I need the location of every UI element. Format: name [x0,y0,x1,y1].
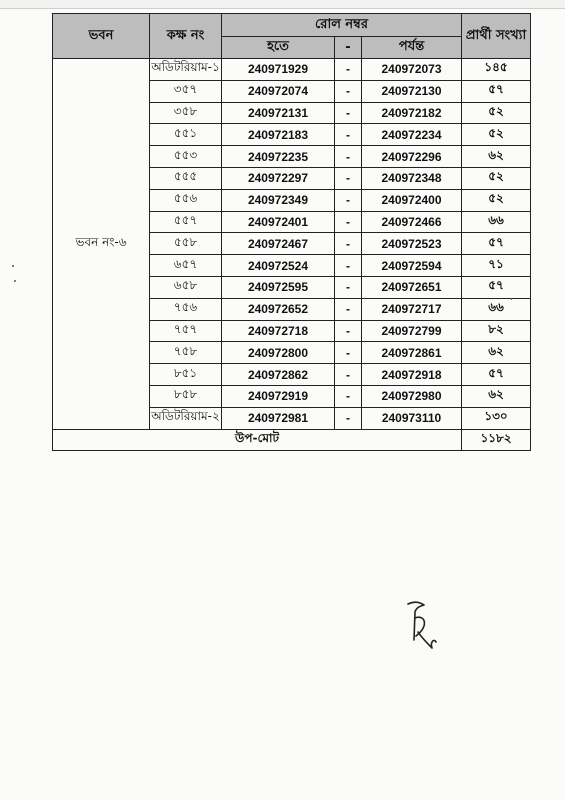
candidate-count: ৬২ [462,146,531,168]
building-name: ভবন নং-৬ [53,59,150,430]
roll-number-header: রোল নম্বর [222,14,462,37]
room-no: অডিটরিয়াম-১ [150,59,222,81]
candidate-count: ৬২ [462,342,531,364]
room-no: ৫৫৩ [150,146,222,168]
roll-to: 240972296 [362,146,462,168]
roll-dash: - [335,189,362,211]
roll-to: 240972651 [362,276,462,298]
subtotal-value: ১১৮২ [462,429,531,451]
roll-from: 240972183 [222,124,335,146]
candidate-count: ৬২ [462,385,531,407]
subtotal-row [53,429,531,451]
roll-to: 240972918 [362,364,462,386]
table-row [53,59,531,81]
scan-speck [14,280,16,282]
table-header [53,14,531,59]
roll-dash: - [335,342,362,364]
roll-to: 240972861 [362,342,462,364]
roll-to: 240973110 [362,407,462,429]
building-header: ভবন [53,14,150,59]
scan-speck [511,298,512,300]
roll-from: 240972467 [222,233,335,255]
roll-dash: - [335,102,362,124]
candidate-count: ৫২ [462,102,531,124]
roll-to: 240972234 [362,124,462,146]
dash-header: - [335,37,362,59]
roll-to: 240972799 [362,320,462,342]
roll-dash: - [335,276,362,298]
room-no: ৫৫৬ [150,189,222,211]
roll-from: 240972297 [222,167,335,189]
candidate-count: ৫৭ [462,233,531,255]
candidate-count: ৫২ [462,189,531,211]
room-no: অডিটরিয়াম-২ [150,407,222,429]
room-no: ৫৫৮ [150,233,222,255]
room-no: ৭৫৭ [150,320,222,342]
roll-from: 240972862 [222,364,335,386]
roll-to: 240972980 [362,385,462,407]
candidate-count: ৫৭ [462,276,531,298]
room-no: ৮৫১ [150,364,222,386]
roll-from: 240972235 [222,146,335,168]
candidate-count-header: প্রার্থী সংখ্যা [462,14,531,59]
roll-from: 240972718 [222,320,335,342]
roll-to: 240972400 [362,189,462,211]
page-top-edge [0,0,565,9]
to-header: পর্যন্ত [362,37,462,59]
roll-to: 240972717 [362,298,462,320]
roll-to: 240972130 [362,80,462,102]
room-no: ৮৫৮ [150,385,222,407]
candidate-count: ৬৬ [462,211,531,233]
candidate-count: ৮২ [462,320,531,342]
signature-mark [402,596,442,656]
room-no-header: কক্ষ নং [150,14,222,59]
candidate-count: ১৪৫ [462,59,531,81]
room-no: ৩৫৭ [150,80,222,102]
candidate-count: ৫৭ [462,80,531,102]
roll-dash: - [335,59,362,81]
room-no: ৭৫৮ [150,342,222,364]
table-body [53,59,531,451]
roll-to: 240972523 [362,233,462,255]
room-no: ৫৫১ [150,124,222,146]
roll-from: 240972919 [222,385,335,407]
roll-dash: - [335,167,362,189]
from-header: হতে [222,37,335,59]
room-no: ৭৫৬ [150,298,222,320]
roll-from: 240972349 [222,189,335,211]
room-no: ৩৫৮ [150,102,222,124]
roll-dash: - [335,255,362,277]
roll-from: 240972074 [222,80,335,102]
roll-dash: - [335,124,362,146]
candidate-count: ৫৭ [462,364,531,386]
room-no: ৬৫৮ [150,276,222,298]
candidate-count: ৭১ [462,255,531,277]
candidate-count: ৫২ [462,167,531,189]
roll-dash: - [335,385,362,407]
subtotal-label: উপ-মোট [53,429,462,451]
roll-to: 240972466 [362,211,462,233]
room-no: ৫৫৭ [150,211,222,233]
roll-dash: - [335,320,362,342]
room-no: ৫৫৫ [150,167,222,189]
roll-dash: - [335,146,362,168]
roll-dash: - [335,211,362,233]
roll-from: 240972131 [222,102,335,124]
roll-dash: - [335,364,362,386]
roll-to: 240972594 [362,255,462,277]
roll-dash: - [335,407,362,429]
roll-to: 240972182 [362,102,462,124]
roll-from: 240972800 [222,342,335,364]
roll-from: 240972595 [222,276,335,298]
roll-from: 240972401 [222,211,335,233]
roll-dash: - [335,80,362,102]
roll-from: 240972652 [222,298,335,320]
room-no: ৬৫৭ [150,255,222,277]
seat-plan-table [52,13,531,451]
candidate-count: ৫২ [462,124,531,146]
candidate-count: ১৩০ [462,407,531,429]
roll-from: 240972524 [222,255,335,277]
roll-from: 240972981 [222,407,335,429]
roll-dash: - [335,233,362,255]
roll-dash: - [335,298,362,320]
candidate-count: ৬৬ [462,298,531,320]
roll-from: 240971929 [222,59,335,81]
scan-speck [12,265,14,267]
roll-to: 240972073 [362,59,462,81]
roll-to: 240972348 [362,167,462,189]
